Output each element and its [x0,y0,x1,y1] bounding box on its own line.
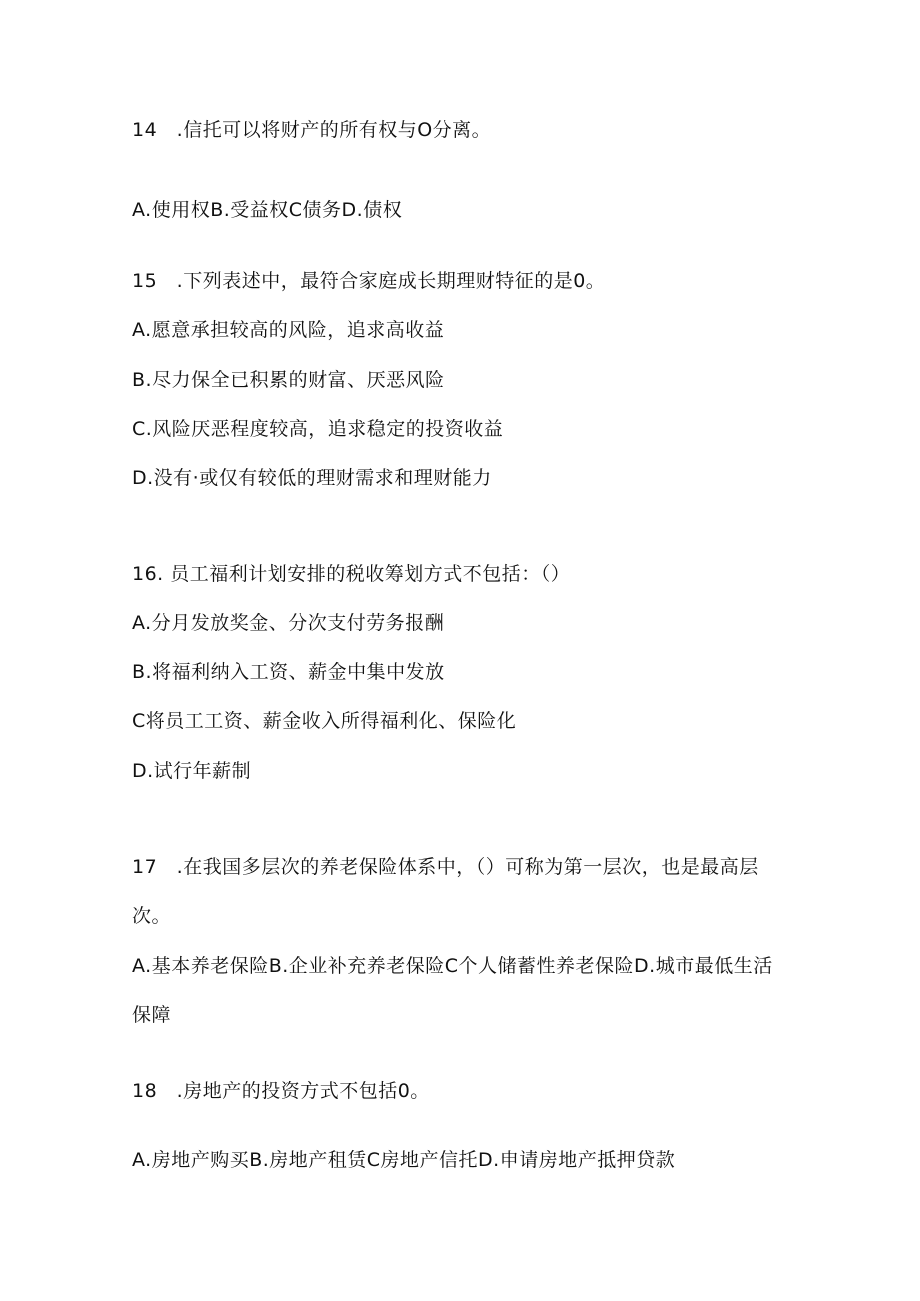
question-16-option-b: B.将福利纳入工资、薪金中集中发放 [132,661,445,683]
question-18-options: A.房地产购买B.房地产租赁C房地产信托D.申请房地产抵押贷款 [132,1149,676,1171]
question-14-stem: 14 .信托可以将财产的所有权与O分离。 [132,119,492,141]
question-16-option-c: C将员工工资、薪金收入所得福利化、保险化 [132,710,517,732]
question-15-option-a: A.愿意承担较高的风险，追求高收益 [132,319,445,341]
question-14-options: A.使用权B.受益权C债务D.债权 [132,199,403,221]
question-16-option-d: D.试行年薪制 [132,760,252,782]
question-16-option-a: A.分月发放奖金、分次支付劳务报酬 [132,612,445,634]
question-17-stem-line-1: 17 .在我国多层次的养老保险体系中，（）可称为第一层次，也是最高层 [132,856,759,878]
question-15-option-b: B.尽力保全已积累的财富、厌恶风险 [132,369,445,391]
question-15-stem: 15 .下列表述中，最符合家庭成长期理财特征的是0。 [132,270,606,292]
question-17-options-line-1: A.基本养老保险B.企业补充养老保险C个人储蓄性养老保险D.城市最低生活 [132,955,773,977]
question-15-option-d: D.没有·或仅有较低的理财需求和理财能力 [132,467,492,489]
question-15-option-c: C.风险厌恶程度较高，追求稳定的投资收益 [132,418,504,440]
question-18-stem: 18 .房地产的投资方式不包括0。 [132,1080,430,1102]
question-17-options-line-2: 保障 [132,1004,172,1026]
question-16-stem: 16. 员工福利计划安排的税收筹划方式不包括：（） [132,563,571,585]
question-17-stem-line-2: 次。 [132,905,172,927]
